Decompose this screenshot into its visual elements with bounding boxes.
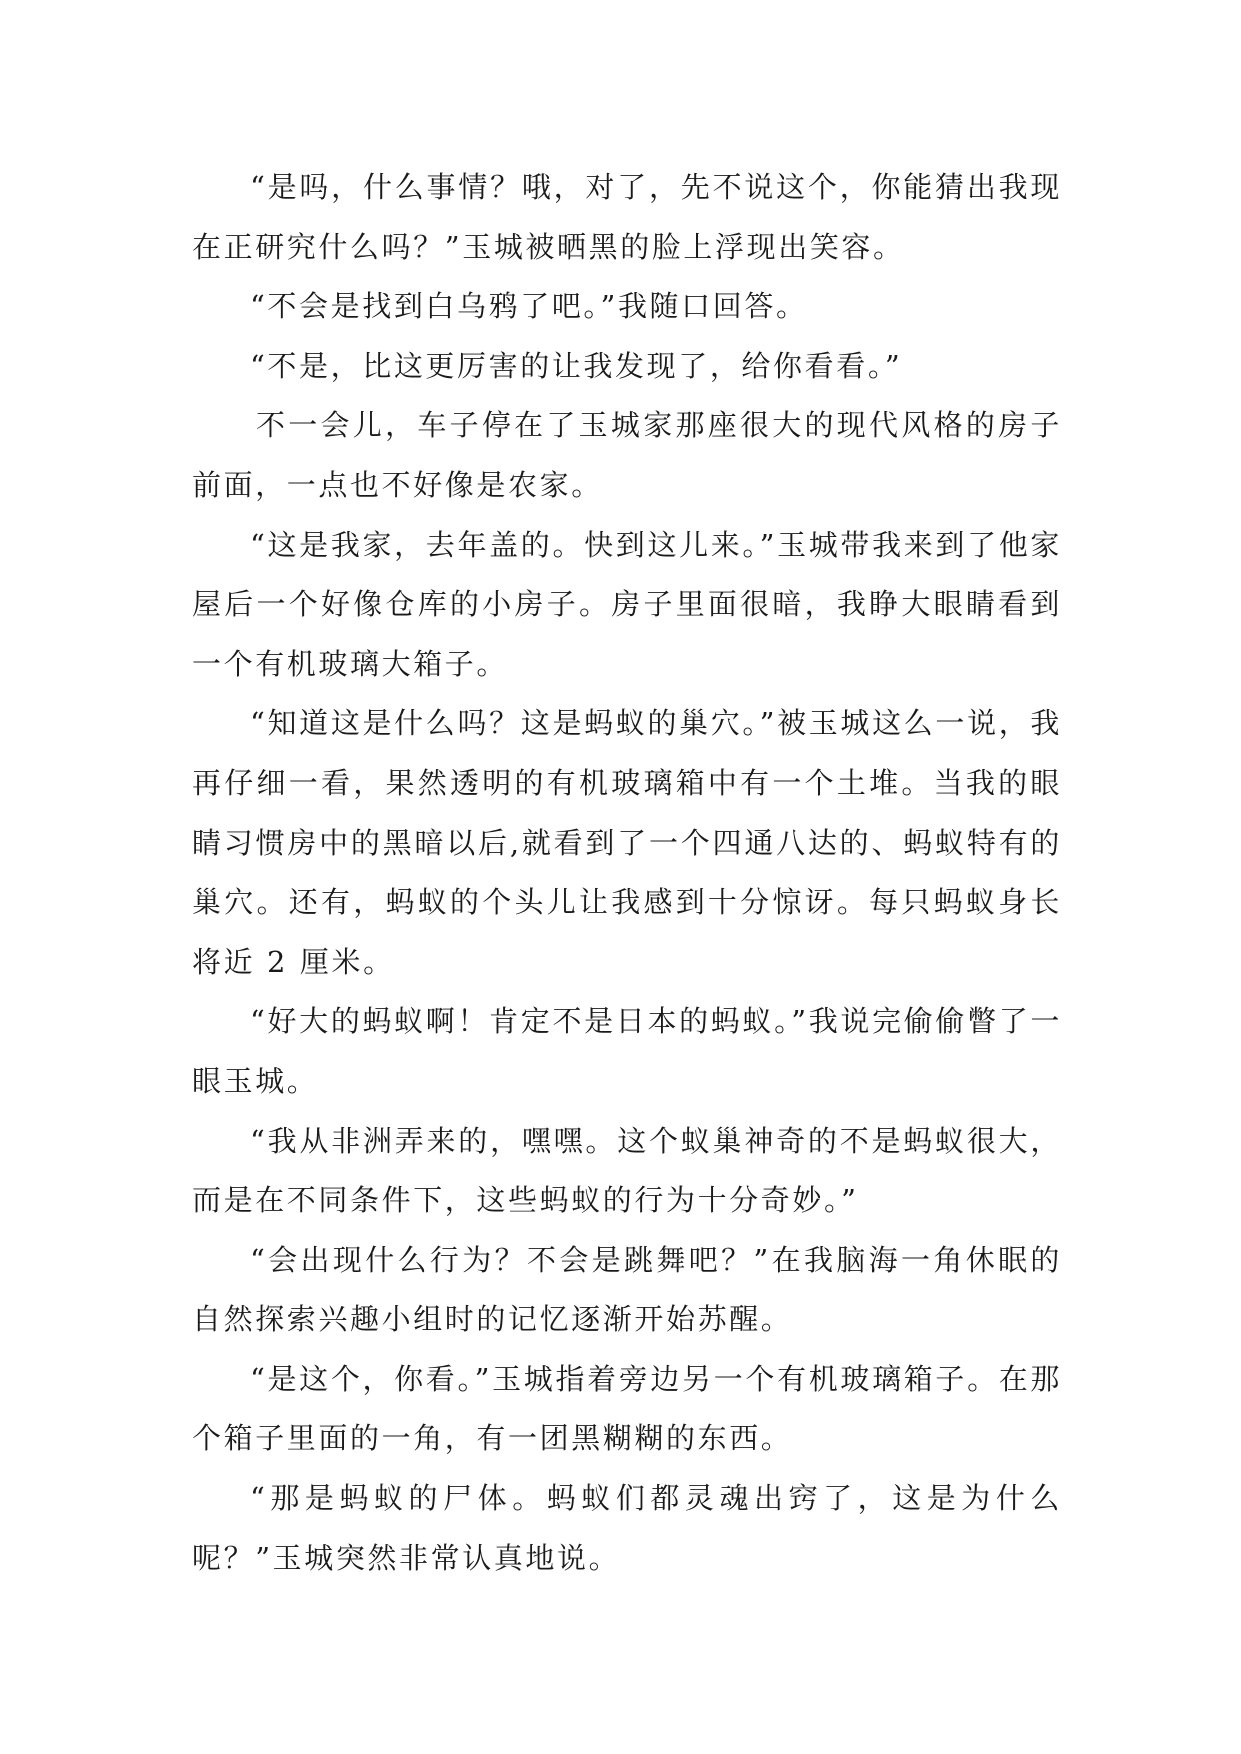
- paragraph: “那是蚂蚁的尸体。蚂蚁们都灵魂出窍了，这是为什么呢？”玉城突然非常认真地说。: [192, 1481, 1062, 1575]
- document-body: [192, 158, 1062, 1588]
- paragraph: “我从非洲弄来的，嘿嘿。这个蚁巢神奇的不是蚂蚁很大，而是在不同条件下，这些蚂蚁的行为十分奇妙。”: [192, 1123, 1062, 1218]
- paragraph: “知道这是什么吗？这是蚂蚁的巢穴。”被玉城这么一说，我再仔细一看，果然透明的有机玻璃箱中有一个土堆。当我的眼睛习惯房中的黑暗以后,就看到了一个四通八达的、蚂蚁特有的巢穴。还有，蚂蚁的个头儿让我感到十分惊讶。每只蚂蚁身长将近 2 厘米。: [192, 706, 1062, 979]
- paragraph: “好大的蚂蚁啊！肯定不是日本的蚂蚁。”我说完偷偷瞥了一眼玉城。: [192, 1004, 1062, 1098]
- paragraph: “是吗，什么事情？哦，对了，先不说这个，你能猜出我现在正研究什么吗？”玉城被晒黑的脸上浮现出笑容。: [192, 170, 1062, 264]
- paragraph: 不一会儿，车子停在了玉城家那座很大的现代风格的房子前面，一点也不好像是农家。: [192, 408, 1062, 502]
- paragraph: “不会是找到白乌鸦了吧。”我随口回答。: [250, 289, 808, 324]
- paragraph: “不是，比这更厉害的让我发现了，给你看看。”: [250, 348, 903, 383]
- paragraph: “这是我家，去年盖的。快到这儿来。”玉城带我来到了他家屋后一个好像仓库的小房子。房子里面很暗，我睁大眼睛看到一个有机玻璃大箱子。: [192, 527, 1062, 681]
- paragraph: “是这个，你看。”玉城指着旁边另一个有机玻璃箱子。在那个箱子里面的一角，有一团黑糊糊的东西。: [192, 1361, 1062, 1456]
- paragraph: “会出现什么行为？不会是跳舞吧？”在我脑海一角休眠的自然探索兴趣小组时的记忆逐渐开始苏醒。: [192, 1242, 1062, 1337]
